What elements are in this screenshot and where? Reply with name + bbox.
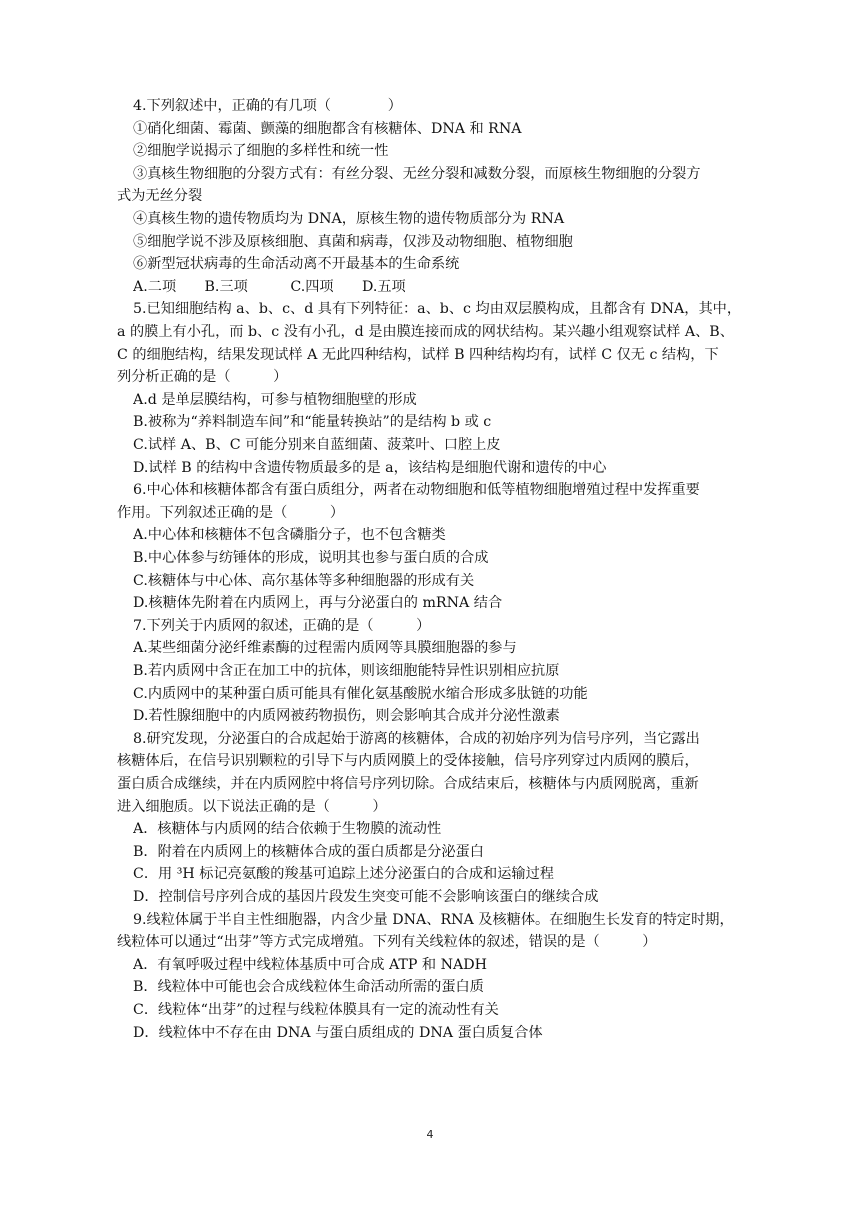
q9-option-a: A．有氧呼吸过程中线粒体基质中可合成 ATP 和 NADH [133, 957, 488, 973]
q4-statement-2: ②细胞学说揭示了细胞的多样性和统一性 [133, 143, 389, 159]
q9-option-b: B．线粒体中可能也会合成线粒体生命活动所需的蛋白质 [133, 979, 484, 995]
q4-statement-4: ④真核生物的遗传物质均为 DNA，原核生物的遗传物质部分为 RNA [133, 211, 565, 227]
q4-statement-5: ⑤细胞学说不涉及原核细胞、真菌和病毒，仅涉及动物细胞、植物细胞 [133, 234, 573, 250]
q4-options: A.二项 B.三项 C.四项 D.五项 [133, 279, 406, 295]
q6-option-a: A.中心体和核糖体不包含磷脂分子，也不包含糖类 [133, 527, 446, 543]
q6-stem-cont: 作用。下列叙述正确的是（ ） [117, 505, 345, 521]
q5-option-a: A.d 是单层膜结构，可参与植物细胞壁的形成 [133, 392, 417, 408]
q6-option-b: B.中心体参与纺锤体的形成，说明其也参与蛋白质的合成 [133, 550, 489, 566]
q5-stem: 5.已知细胞结构 a、b、c、d 具有下列特征：a、b、c 均由双层膜构成，且都含有 DNA，其中， [133, 301, 742, 317]
q8-option-a: A．核糖体与内质网的结合依赖于生物膜的流动性 [133, 821, 442, 837]
q5-option-d: D.试样 B 的结构中含遗传物质最多的是 a，该结构是细胞代谢和遗传的中心 [133, 460, 607, 476]
q6-stem: 6.中心体和核糖体都含有蛋白质组分，两者在动物细胞和低等植物细胞增殖过程中发挥重要 [133, 482, 700, 498]
q9-option-d: D．线粒体中不存在由 DNA 与蛋白质组成的 DNA 蛋白质复合体 [133, 1025, 543, 1041]
q7-option-d: D.若性腺细胞中的内质网被药物损伤，则会影响其合成并分泌性激素 [133, 708, 560, 724]
q4-statement-1: ①硝化细菌、霉菌、颤藻的细胞都含有核糖体、DNA 和 RNA [133, 121, 522, 137]
q7-option-c: C.内质网中的某种蛋白质可能具有催化氨基酸脱水缩合形成多肽链的功能 [133, 686, 588, 702]
q8-stem-cont: 进入细胞质。以下说法正确的是（ ） [117, 799, 387, 815]
q7-stem: 7.下列关于内质网的叙述，正确的是（ ） [133, 618, 431, 634]
q8-option-d: D．控制信号序列合成的基因片段发生突变可能不会影响该蛋白的继续合成 [133, 889, 599, 905]
q4-stem: 4.下列叙述中，正确的有几项（ ） [133, 98, 402, 114]
q5-stem-cont: C 的细胞结构，结果发现试样 A 无此四种结构，试样 B 四种结构均有，试样 C 仅无 c 结构，下 [117, 347, 719, 363]
q4-statement-3-cont: 式为无丝分裂 [117, 188, 203, 204]
q5-option-c: C.试样 A、B、C 可能分别来自蓝细菌、菠菜叶、口腔上皮 [133, 437, 501, 453]
q9-stem-cont: 线粒体可以通过“出芽”等方式完成增殖。下列有关线粒体的叙述，错误的是（ ） [117, 934, 657, 950]
q5-stem-cont: a 的膜上有小孔，而 b、c 没有小孔，d 是由膜连接而成的网状结构。某兴趣小组观察试样 A、B、 [117, 324, 734, 340]
q7-option-a: A.某些细菌分泌纤维素酶的过程需内质网等具膜细胞器的参与 [133, 640, 517, 656]
q8-stem-cont: 核糖体后，在信号识别颗粒的引导下与内质网膜上的受体接触，信号序列穿过内质网的膜后， [117, 753, 699, 769]
q5-stem-cont: 列分析正确的是（ ） [117, 369, 288, 385]
q6-option-c: C.核糖体与中心体、高尔基体等多种细胞器的形成有关 [133, 573, 475, 589]
q9-stem: 9.线粒体属于半自主性细胞器，内含少量 DNA、RNA 及核糖体。在细胞生长发育的特定时期， [133, 912, 734, 928]
q4-statement-6: ⑥新型冠状病毒的生命活动离不开最基本的生命系统 [133, 256, 460, 272]
q4-statement-3: ③真核生物细胞的分裂方式有：有丝分裂、无丝分裂和减数分裂，而原核生物细胞的分裂方 [133, 166, 701, 182]
q8-option-c: C．用 ³H 标记亮氨酸的羧基可追踪上述分泌蛋白的合成和运输过程 [133, 866, 554, 882]
q6-option-d: D.核糖体先附着在内质网上，再与分泌蛋白的 mRNA 结合 [133, 595, 503, 611]
q8-stem-cont: 蛋白质合成继续，并在内质网腔中将信号序列切除。合成结束后，核糖体与内质网脱离，重新 [117, 776, 699, 792]
q8-option-b: B．附着在内质网上的核糖体合成的蛋白质都是分泌蛋白 [133, 844, 484, 860]
q7-option-b: B.若内质网中含正在加工中的抗体，则该细胞能特异性识别相应抗原 [133, 663, 560, 679]
page-number: 4 [426, 1128, 434, 1141]
q5-option-b: B.被称为“养料制造车间”和“能量转换站”的是结构 b 或 c [133, 414, 492, 430]
q9-option-c: C．线粒体“出芽”的过程与线粒体膜具有一定的流动性有关 [133, 1002, 499, 1018]
q8-stem: 8.研究发现，分泌蛋白的合成起始于游离的核糖体，合成的初始序列为信号序列，当它露出 [133, 731, 700, 747]
